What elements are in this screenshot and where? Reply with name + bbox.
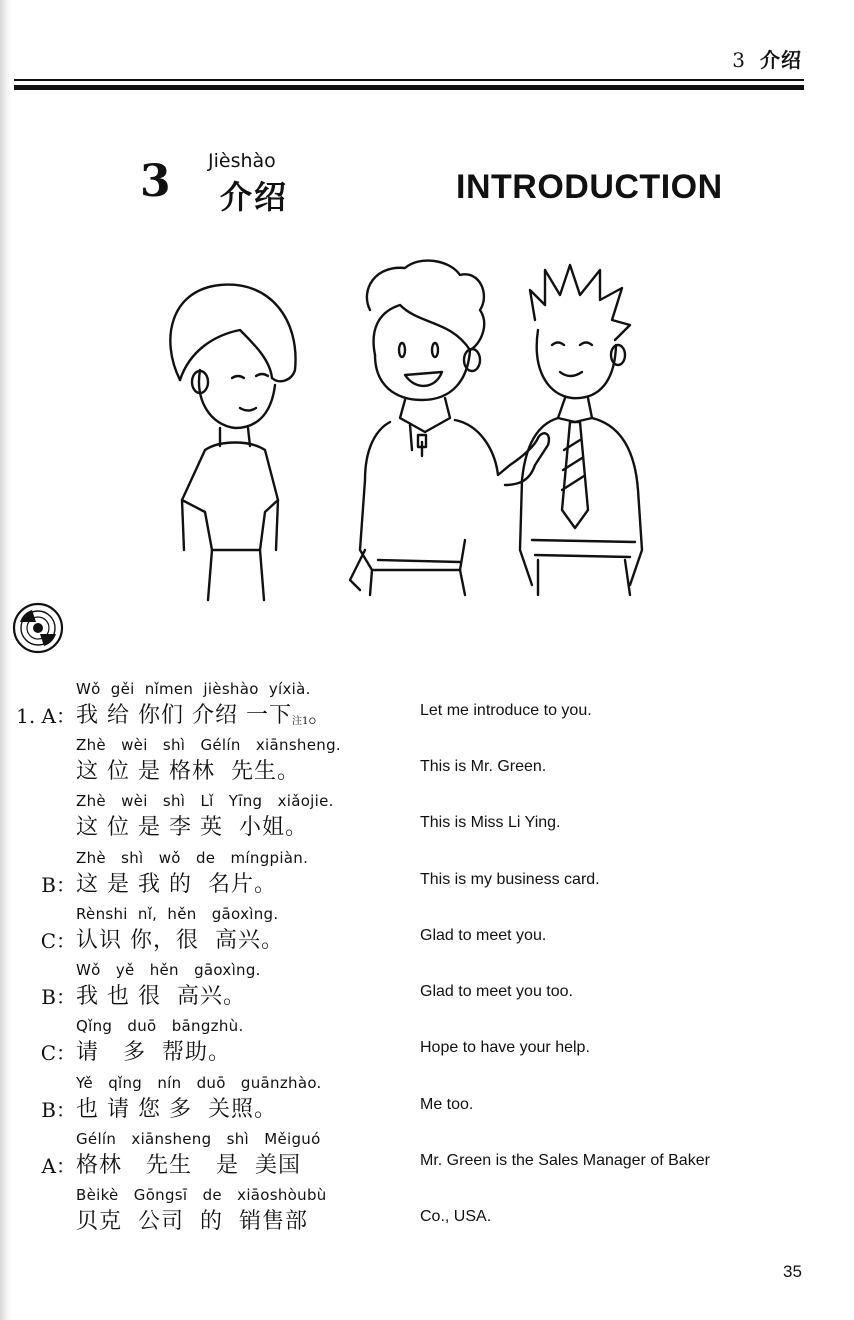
dialogue-line bbox=[0, 784, 854, 840]
english-translation: Mr. Green is the Sales Manager of Baker bbox=[420, 1152, 710, 1169]
chinese-text: 认识 你，很 高兴。 bbox=[76, 928, 284, 953]
speaker-label: A： bbox=[41, 1154, 76, 1178]
pinyin-text: Qǐng duō bāngzhù. bbox=[76, 1017, 244, 1035]
cd-audio-icon bbox=[12, 602, 64, 654]
pinyin-text: Wǒ yě hěn gāoxìng. bbox=[76, 961, 261, 979]
lesson-title-pinyin: Jièshào bbox=[208, 150, 276, 172]
running-header-title: 介绍 bbox=[760, 48, 802, 72]
pinyin-text: Zhè shì wǒ de míngpiàn. bbox=[76, 849, 309, 867]
english-translation: This is Miss Li Ying. bbox=[420, 814, 561, 831]
speaker-label: C： bbox=[40, 1041, 76, 1065]
dialogue-line bbox=[0, 1178, 854, 1234]
pinyin-text: Wǒ gěi nǐmen jièshào yíxià. bbox=[76, 680, 311, 698]
chinese-text: 格林 先生 是 美国 bbox=[76, 1153, 301, 1178]
speaker-label: C： bbox=[40, 929, 76, 953]
speaker-label: B： bbox=[41, 985, 76, 1009]
dialogue-line bbox=[0, 1009, 854, 1065]
pinyin-text: Rènshi nǐ, hěn gāoxìng. bbox=[76, 905, 279, 923]
chinese-text: 这 位 是 李 英 小姐。 bbox=[76, 815, 308, 840]
pinyin-text: Zhè wèi shì Gélín xiānsheng. bbox=[76, 736, 341, 754]
page-number: 35 bbox=[783, 1262, 802, 1281]
chinese-text: 这 位 是 格林 先生。 bbox=[76, 759, 300, 784]
chinese-text: 请 多 帮助。 bbox=[76, 1040, 231, 1065]
english-translation: Hope to have your help. bbox=[420, 1039, 590, 1056]
dialogue-line bbox=[0, 953, 854, 1009]
lesson-title-english: INTRODUCTION bbox=[456, 168, 723, 206]
pinyin-text: Yě qǐng nín duō guānzhào. bbox=[76, 1074, 322, 1092]
right-man-figure bbox=[520, 265, 642, 595]
sentence-end-mark: 。 bbox=[308, 703, 332, 728]
english-translation: Let me introduce to you. bbox=[420, 702, 592, 719]
dialogue-line bbox=[0, 728, 854, 784]
chinese-text: 贝克 公司 的 销售部 bbox=[76, 1209, 308, 1234]
english-translation: This is my business card. bbox=[420, 871, 600, 888]
pinyin-text: Zhè wèi shì Lǐ Yīng xiǎojie. bbox=[76, 792, 334, 810]
dialogue-line bbox=[0, 672, 854, 728]
lesson-title-chinese: 介绍 bbox=[220, 178, 289, 216]
pinyin-text: Gélín xiānsheng shì Měiguó bbox=[76, 1130, 321, 1148]
dialogue-line bbox=[0, 841, 854, 897]
header-rule-thin bbox=[14, 79, 804, 81]
speaker-label: 1. A： bbox=[16, 704, 76, 728]
dialogue-line bbox=[0, 1066, 854, 1122]
dialogue-line bbox=[0, 1122, 854, 1178]
pinyin-text: Bèikè Gōngsī de xiāoshòubù bbox=[76, 1186, 327, 1204]
introduction-illustration bbox=[160, 250, 660, 610]
english-translation: Glad to meet you. bbox=[420, 927, 547, 944]
speaker-label: B： bbox=[41, 1098, 76, 1122]
header-rule-thick bbox=[14, 85, 804, 90]
english-translation: Glad to meet you too. bbox=[420, 983, 573, 1000]
woman-figure bbox=[170, 285, 295, 600]
running-header-number: 3 bbox=[732, 48, 746, 72]
chinese-sentence: 我 给 你们 介绍 一下 bbox=[76, 703, 292, 728]
chinese-text: 也 请 您 多 关照。 bbox=[76, 1097, 277, 1122]
chinese-text: 我 也 很 高兴。 bbox=[76, 984, 246, 1009]
speaker-label: B： bbox=[41, 873, 76, 897]
chinese-text: 这 是 我 的 名片。 bbox=[76, 872, 277, 897]
footnote-marker: 注1 bbox=[291, 716, 309, 727]
english-translation: Me too. bbox=[420, 1096, 474, 1113]
chinese-text bbox=[76, 698, 331, 729]
english-translation: This is Mr. Green. bbox=[420, 758, 547, 775]
dialogue-line bbox=[0, 897, 854, 953]
english-translation: Co., USA. bbox=[420, 1208, 492, 1225]
lesson-number: 3 bbox=[140, 156, 171, 207]
running-header bbox=[732, 44, 802, 73]
